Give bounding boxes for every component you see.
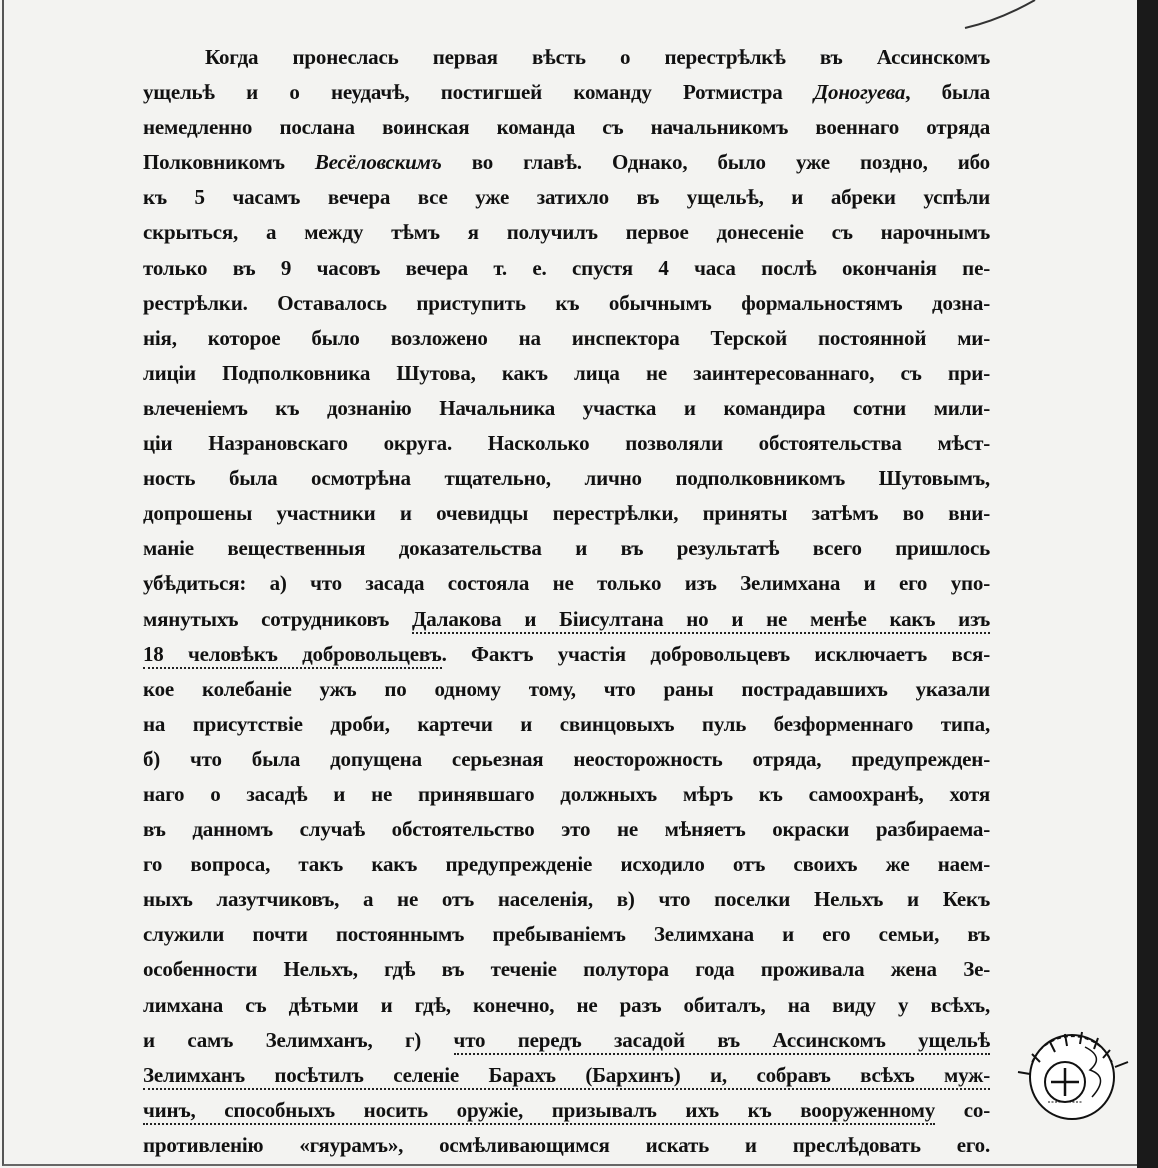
scan-edge: [1137, 0, 1158, 1168]
text-line: [143, 602, 990, 637]
text-segment: . Фактъ участія добровольцевъ исключаетъ вся-: [441, 641, 990, 666]
text-segment: къ 5 часамъ вечера все уже затихло въ ущельѣ, и абреки успѣли: [143, 185, 990, 210]
text-line: [143, 566, 990, 601]
text-segment: ціи Назрановскаго округа. Насколько позволяли обстоятельства мѣст-: [143, 431, 990, 456]
italic-name: Доногуева: [813, 80, 906, 105]
text-line: [143, 1023, 990, 1058]
italic-name: Весёловскимъ: [314, 150, 442, 175]
text-line: [143, 215, 990, 250]
text-segment: рестрѣлки. Оставалось приступить къ обычнымъ формальностямъ дозна-: [143, 290, 990, 315]
text-segment: ность была осмотрѣна тщательно, лично подполковникомъ Шутовымъ,: [143, 466, 990, 491]
text-segment: убѣдиться: а) что засада состояла не только изъ Зелимхана и его упо-: [143, 571, 990, 596]
text-line: [143, 988, 990, 1023]
text-line: [143, 251, 990, 286]
text-segment: маніе вещественныя доказательства и въ результатѣ всего пришлось: [143, 536, 990, 561]
underlined-text: Далакова и Біисултана но и не менѣе какъ изъ: [412, 607, 990, 634]
underlined-text: Зелимханъ посѣтилъ селеніе Барахъ (Бархинъ) и, собравъ всѣхъ муж-: [143, 1063, 990, 1090]
text-line: [143, 1128, 990, 1163]
text-line: [143, 777, 990, 812]
text-line: [143, 75, 990, 110]
text-line: [143, 1093, 990, 1128]
text-line: [143, 917, 990, 952]
text-segment: Когда пронеслась первая вѣсть о перестрѣлкѣ въ Ассинскомъ: [205, 45, 990, 69]
text-segment: лимхана съ дѣтьми и гдѣ, конечно, не разъ обиталъ, на виду у всѣхъ,: [143, 992, 990, 1017]
text-line: [143, 847, 990, 882]
underlined-text: 18 человѣкъ добровольцевъ: [143, 642, 442, 669]
text-segment: мянутыхъ сотрудниковъ: [143, 606, 413, 631]
text-segment: скрыться, а между тѣмъ я получилъ первое донесеніе съ нарочнымъ: [143, 220, 990, 245]
text-line: [143, 356, 990, 391]
text-segment: лиціи Подполковника Шутова, какъ лица не заинтересованнаго, съ при-: [143, 360, 990, 385]
text-line: [143, 461, 990, 496]
text-segment: и самъ Зелимханъ, г): [143, 1027, 454, 1052]
text-line: [143, 391, 990, 426]
text-line: [143, 531, 990, 566]
text-line: [143, 637, 990, 672]
text-segment: во главѣ. Однако, было уже поздно, ибо: [441, 150, 990, 175]
text-segment: только въ 9 часовъ вечера т. е. спустя 4 часа послѣ окончанія пе-: [143, 255, 990, 280]
text-segment: служили почти постояннымъ пребываніемъ Зелимхана и его семьи, въ: [143, 922, 990, 947]
text-segment: влеченіемъ къ дознанію Начальника участка и командира сотни мили-: [143, 395, 990, 420]
text-line: [143, 145, 990, 180]
text-line: [143, 496, 990, 531]
document-body: [143, 40, 990, 1163]
text-segment: особенности Нельхъ, гдѣ въ теченіе полутора года проживала жена Зе-: [143, 957, 990, 982]
text-segment: допрошены участники и очевидцы перестрѣлки, приняты затѣмъ во вни-: [143, 501, 990, 526]
text-line: [143, 321, 990, 356]
text-line: [143, 952, 990, 987]
text-segment: кое колебаніе ужъ по одному тому, что раны пострадавшихъ указали: [143, 676, 990, 701]
text-line: [143, 1058, 990, 1093]
text-line: [143, 110, 990, 145]
text-segment: ущельѣ и о неудачѣ, постигшей команду Ротмистра: [143, 80, 814, 105]
text-segment: со-: [935, 1097, 991, 1122]
text-line: [143, 882, 990, 917]
text-segment: немедленно послана воинская команда съ начальникомъ военнаго отряда: [143, 115, 990, 140]
text-segment: на присутствіе дроби, картечи и свинцовыхъ пуль безформеннаго типа,: [143, 711, 990, 736]
text-segment: б) что была допущена серьезная неосторожность отряда, предупрежден-: [143, 746, 990, 771]
text-segment: противленію «гяурамъ», осмѣливающимся искать и преслѣдовать его.: [143, 1132, 990, 1157]
cross-circle-seal-icon: [1010, 1022, 1135, 1122]
text-segment: въ данномъ случаѣ обстоятельство это не мѣняетъ окраски разбираема-: [143, 817, 990, 842]
text-line: [143, 40, 990, 75]
text-segment: наго о засадѣ и не принявшаго должныхъ мѣръ къ самоохранѣ, хотя: [143, 781, 990, 806]
text-line: [143, 707, 990, 742]
underlined-text: что передъ засадой въ Ассинскомъ ущельѣ: [454, 1028, 990, 1055]
text-line: [143, 672, 990, 707]
text-segment: ныхъ лазутчиковъ, а не отъ населенія, в) что поселки Нельхъ и Кекъ: [143, 887, 990, 912]
text-segment: нія, которое было возложено на инспектора Терской постоянной ми-: [143, 325, 990, 350]
text-line: [143, 286, 990, 321]
text-line: [143, 180, 990, 215]
text-segment: Полковникомъ: [143, 150, 315, 175]
underlined-text: чинъ, способныхъ носить оружіе, призывалъ ихъ къ вооруженному: [143, 1098, 935, 1125]
text-line: [143, 426, 990, 461]
text-segment: , была: [905, 80, 990, 105]
text-segment: го вопроса, такъ какъ предупрежденіе исходило отъ своихъ же наем-: [143, 852, 990, 877]
pen-stroke-mark: [960, 0, 1040, 30]
text-line: [143, 812, 990, 847]
text-line: [143, 742, 990, 777]
